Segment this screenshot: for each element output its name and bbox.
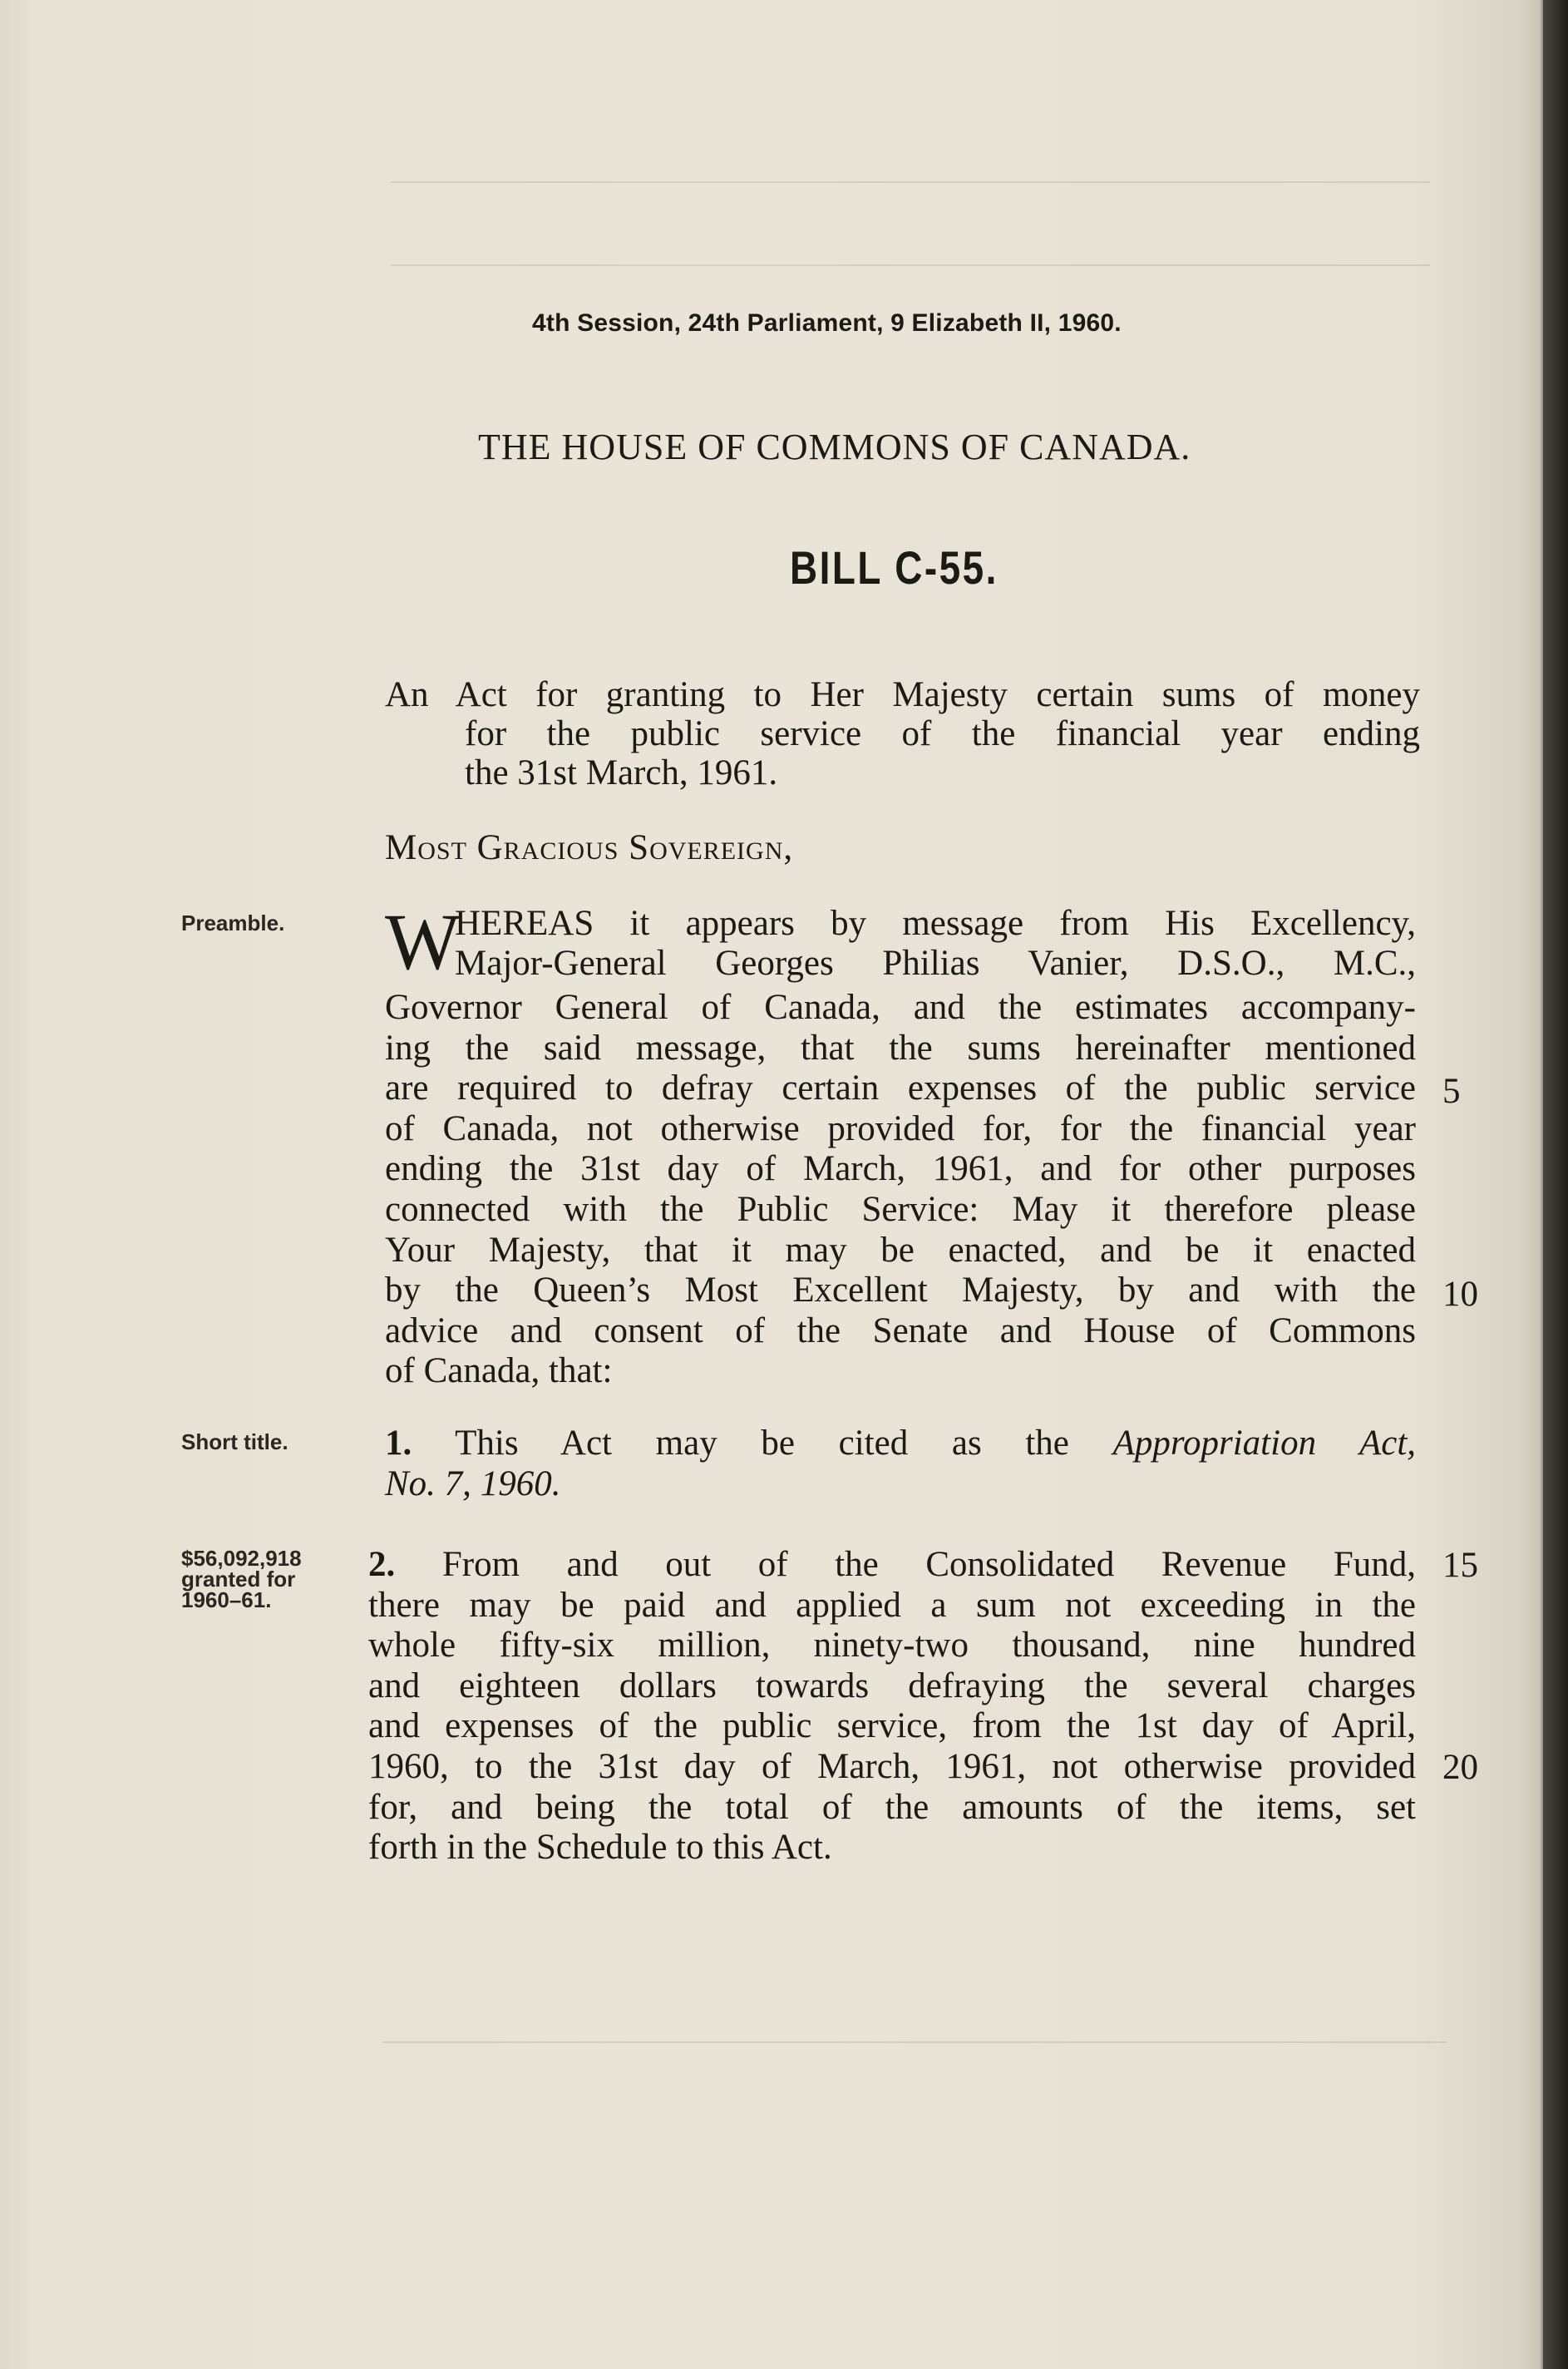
section-2-line: whole fifty-six million, ninety-two thousand, nine hundred <box>368 1626 1416 1666</box>
preamble-line: Major-General Georges Philias Vanier, D.S.O., M.C., <box>455 944 1416 983</box>
drop-cap: W <box>385 897 461 986</box>
preamble-line: ing the said message, that the sums hereinafter mentioned <box>385 1028 1416 1068</box>
section-1 <box>385 1424 1416 1504</box>
margin-note-amount: $56,092,918 <box>181 1546 302 1571</box>
bill-number: BILL C-55. <box>790 541 998 594</box>
margin-note-appropriation <box>181 1548 348 1611</box>
preamble-line: by the Queen’s Most Excellent Majesty, by and with the <box>385 1271 1416 1310</box>
section-1-line-2 <box>385 1464 1416 1505</box>
bleed-through-rule-top <box>391 181 1430 183</box>
section-2-line: and eighteen dollars towards defraying the several charges <box>368 1666 1416 1705</box>
section-2 <box>368 1545 1416 1868</box>
section-2-line: and expenses of the public service, from the 1st day of April, <box>368 1706 1416 1746</box>
margin-note-granted: granted for <box>181 1567 296 1592</box>
margin-note-preamble: Preamble. <box>181 911 285 935</box>
section-2-line: there may be paid and applied a sum not exceeding in the <box>368 1585 1416 1625</box>
act-short-title-year: 1960. <box>480 1463 561 1503</box>
section-2-line: 1960, to the 31st day of March, 1961, not otherwise provided <box>368 1746 1416 1786</box>
bleed-through-rule-top-2 <box>391 264 1430 266</box>
act-title-line: the 31st March, 1961. <box>465 753 778 792</box>
section-2-line: for, and being the total of the amounts of the items, set <box>368 1787 1416 1827</box>
act-title-line: An Act for granting to Her Majesty certain sums of money <box>385 675 1420 714</box>
preamble-line: Your Majesty, that it may be enacted, and be it enacted <box>385 1230 1416 1270</box>
preamble-line: Governor General of Canada, and the estimates accompany- <box>385 988 1416 1027</box>
preamble-line: connected with the Public Service: May it therefore please <box>385 1189 1416 1229</box>
section-2-text: From and out of the Consolidated Revenue Fund, <box>441 1545 1417 1584</box>
section-2-line-1 <box>368 1545 1416 1586</box>
act-long-title <box>385 675 1420 792</box>
line-number: 15 <box>1442 1546 1478 1585</box>
preamble-opening <box>385 897 1416 986</box>
preamble-line: of Canada, not otherwise provided for, for the financial year <box>385 1108 1416 1148</box>
preamble-line: HEREAS it appears by message from His Excellency, <box>455 904 1416 943</box>
preamble-body <box>385 988 1416 1392</box>
section-number: 1. <box>385 1424 412 1463</box>
section-number: 2. <box>368 1545 396 1584</box>
preamble-line: ending the 31st day of March, 1961, and for other purposes <box>385 1149 1416 1189</box>
preamble-line: are required to defray certain expenses of the public service <box>385 1069 1416 1108</box>
line-number: 5 <box>1442 1072 1461 1111</box>
section-1-text: This Act may be cited as the <box>455 1424 1069 1463</box>
line-number: 20 <box>1442 1748 1478 1787</box>
preamble-line: of Canada, that: <box>385 1351 613 1391</box>
section-1-line-1 <box>385 1424 1416 1464</box>
act-short-title-number: No. 7, <box>385 1463 471 1503</box>
section-2-line: forth in the Schedule to this Act. <box>368 1828 832 1868</box>
line-number: 10 <box>1442 1275 1478 1314</box>
session-heading: 4th Session, 24th Parliament, 9 Elizabeth II, 1960. <box>532 309 1122 337</box>
salutation: Most Gracious Sovereign, <box>385 828 794 867</box>
act-title-line: for the public service of the financial year ending <box>465 714 1420 753</box>
margin-note-short-title: Short title. <box>181 1429 288 1454</box>
preamble-line: advice and consent of the Senate and House of Commons <box>385 1310 1416 1350</box>
margin-note-year: 1960–61. <box>181 1587 272 1612</box>
house-heading: THE HOUSE OF COMMONS OF CANADA. <box>478 427 1191 467</box>
act-short-title: Appropriation Act, <box>1112 1424 1417 1463</box>
page-edge-shadow <box>1543 0 1568 2369</box>
bleed-through-rule-bottom <box>382 2041 1447 2043</box>
